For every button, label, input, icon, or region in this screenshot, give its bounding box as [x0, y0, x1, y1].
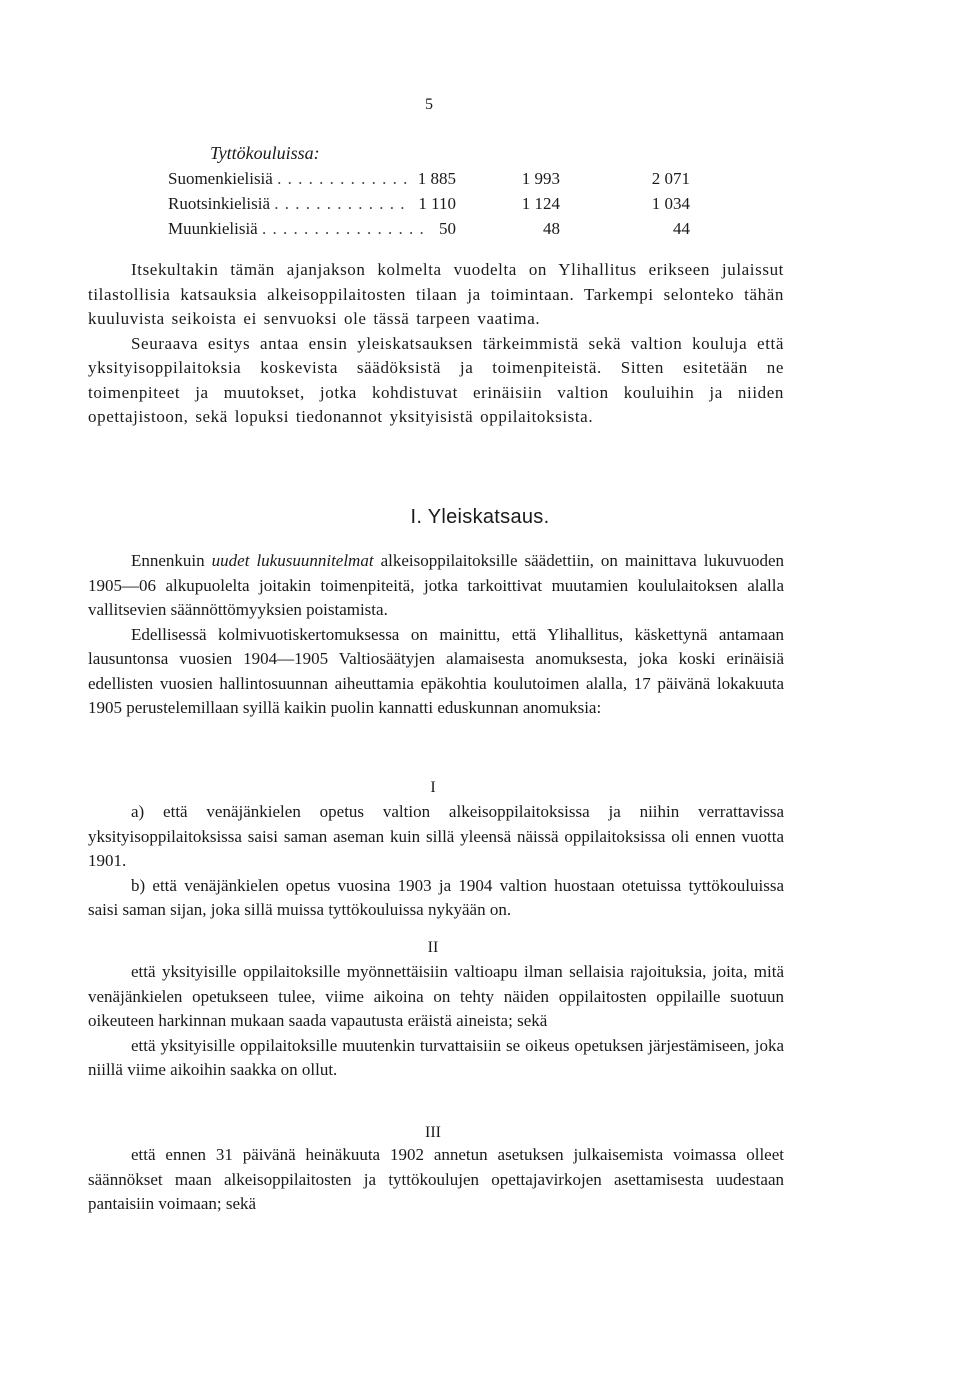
page-number: 5	[425, 96, 433, 113]
cell-value: 1 993	[521, 169, 560, 188]
cell-value: 44	[673, 219, 690, 238]
cell-value: 48	[543, 219, 560, 238]
paragraph: että ennen 31 päivänä heinäkuuta 1902 annetun asetuksen julkaisemista voimassa olleet säännökset maan alkeisoppilaitosten ja tyttökoulujen opettajavirkojen asettamisesta uudestaan pantaisiin voimaan; sekä	[88, 1145, 784, 1213]
petition-part-3	[88, 1143, 784, 1217]
table-row	[168, 216, 728, 241]
table-row	[168, 166, 728, 191]
petition-part-1	[88, 800, 784, 923]
paragraph: että yksityisille oppilaitoksille muutenkin turvattaisiin se oikeus opetuksen järjestämiseen, joka niillä viime aikoihin saakka on ollut.	[88, 1035, 784, 1079]
statistics-table	[168, 166, 728, 241]
paragraph: Edellisessä kolmivuotiskertomuksessa on mainittu, että Ylihallitus, käskettynä antamaan lausuntonsa vuosien 1904—1905 Valtiosäätyjen alamaisesta anomuksesta, joka koski erinäisiä edellisten vuosien hallintosuunnan aiheuttamia epäkohtia koulutoimen alalla, 17 päivänä lokakuuta 1905 perustelemillaan syillä kaikin puolin kannatti eduskunnan anomuksia:	[88, 624, 784, 717]
cell-value: 1 885	[417, 169, 456, 188]
paragraph: b) että venäjänkielen opetus vuosina 1903 ja 1904 valtion huostaan otetuissa tyttökouluissa saisi saman sijan, joka sillä muissa tyttökouluissa nykyään on.	[88, 875, 784, 919]
row-label: Muunkielisiä . . . . . . . . . . . . . . . .	[168, 219, 425, 238]
cell-value: 1 034	[651, 194, 690, 213]
cell-value: 1 124	[521, 194, 560, 213]
roman-numeral: III	[425, 1124, 441, 1141]
body-text	[88, 549, 784, 721]
section-heading: I. Yleiskatsaus.	[410, 506, 550, 528]
roman-numeral: II	[427, 939, 439, 956]
row-label: Suomenkielisiä . . . . . . . . . . . . .	[168, 169, 409, 188]
table-row	[168, 191, 728, 216]
petition-part-2	[88, 960, 784, 1083]
intro-text	[88, 258, 784, 430]
row-label: Ruotsinkielisiä . . . . . . . . . . . . .	[168, 194, 406, 213]
table-caption: Tyttökouluissa:	[210, 143, 320, 163]
cell-value: 50	[439, 219, 456, 238]
paragraph: Ennenkuin uudet lukusuunnitelmat alkeisoppilaitoksille säädettiin, on mainittava lukuvuoden 1905—06 alkupuolelta joitakin toimenpiteitä, jotka tarkoittivat muutamien koululaitoksen alalla vallitsevien säännöttömyyksien poistamista.	[88, 551, 784, 619]
cell-value: 2 071	[651, 169, 690, 188]
paragraph: Seuraava esitys antaa ensin yleiskatsauksen tärkeimmistä sekä valtion kouluja että yksityisoppilaitoksia koskevista säädöksistä ja toimenpiteistä. Sitten esitetään ne toimenpiteet ja muutokset, jotka kohdistuvat erinäisiin valtion kouluihin ja niiden opettajistoon, sekä lopuksi tiedonannot yksityisistä oppilaitoksista.	[88, 333, 784, 426]
cell-value: 1 110	[418, 194, 456, 213]
paragraph: että yksityisille oppilaitoksille myönnettäisiin valtioapu ilman sellaisia rajoituksia, joita, mitä venäjänkielen opetukseen tulee, viime aikoina on tehty näiden oppilaitosten oppilaille suotuun oikeuteen harkinnan mukaan saada vapautusta eräistä aineista; sekä	[88, 962, 784, 1030]
paragraph: Itsekultakin tämän ajanjakson kolmelta vuodelta on Ylihallitus erikseen julaissut tilastollisia katsauksia alkeisoppilaitosten tilaan ja toimintaan. Tarkempi selonteko tähän kuuluvista seikoista ei senvuoksi ole tässä tarpeen vaatima.	[88, 260, 784, 328]
roman-numeral: I	[430, 779, 436, 796]
paragraph: a) että venäjänkielen opetus valtion alkeisoppilaitoksissa ja niihin verrattavissa yksityisoppilaitoksissa saisi saman aseman kuin sillä yleensä näissä oppilaitoksissa oli ennen vuotta 1901.	[88, 802, 784, 870]
